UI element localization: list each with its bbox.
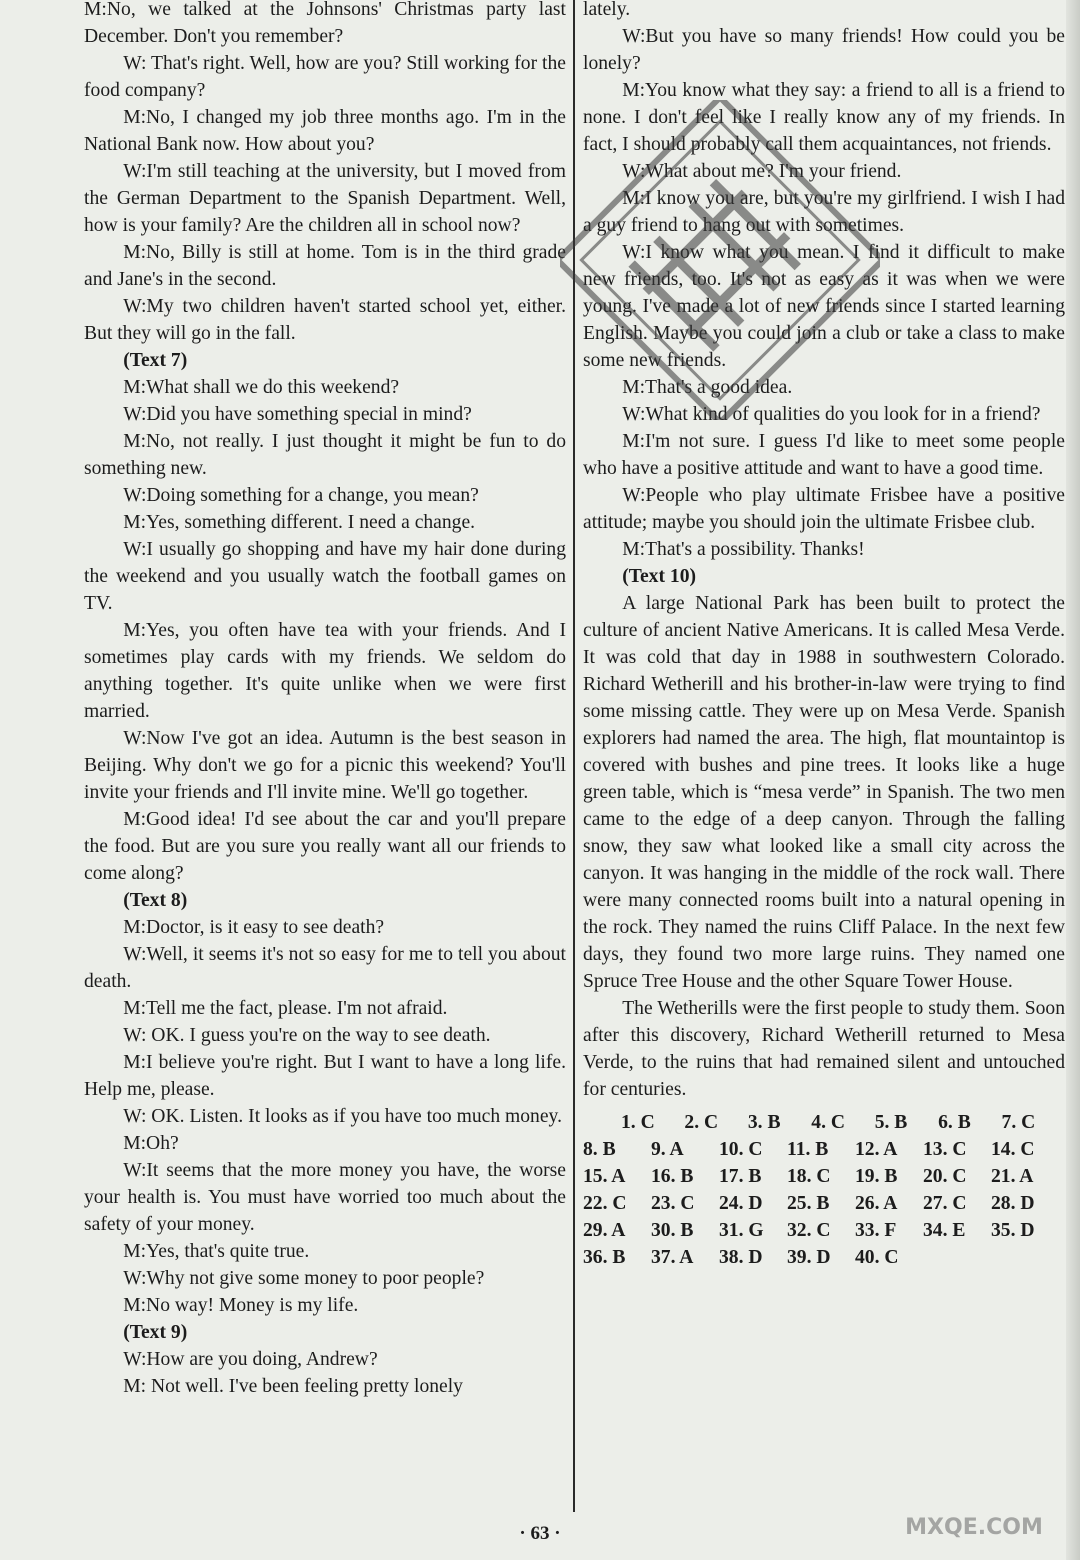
paragraph: W:Did you have something special in mind?: [123, 404, 472, 425]
paragraph: M:That's a good idea.: [622, 377, 793, 398]
answer-item: 21. A: [991, 1166, 1034, 1187]
answer-item: 2. C: [684, 1112, 719, 1133]
paragraph: M:No, I changed my job three months ago. I'm in the National Bank now. How about you?: [84, 107, 566, 155]
watermark-text: MXQE.COM: [905, 1515, 1043, 1540]
answer-item: 39. D: [787, 1247, 831, 1268]
paragraph: M: Not well. I've been feeling pretty lonely: [123, 1376, 463, 1397]
answer-item: 32. C: [787, 1220, 831, 1241]
answer-row: [583, 1244, 1065, 1271]
paragraph: M:Oh?: [123, 1133, 179, 1154]
paragraph: lately.: [583, 0, 631, 20]
paragraph: M:That's a possibility. Thanks!: [622, 539, 865, 560]
paragraph: M:No, we talked at the Johnsons' Christmas party last December. Don't you remember?: [84, 0, 566, 47]
paragraph: W:I usually go shopping and have my hair done during the weekend and you usually watch the football games on TV.: [84, 539, 566, 614]
paragraph: W:I know what you mean. I find it difficult to make new friends, too. It's not as easy as it was when we were young. I've made a lot of new friends since I started learning English. Maybe you could join a club or take a class to make some new friends.: [583, 242, 1065, 371]
answer-item: 14. C: [991, 1139, 1035, 1160]
answer-item: 19. B: [855, 1166, 898, 1187]
paragraph: A large National Park has been built to protect the culture of ancient Native Americans. It is called Mesa Verde. It was cold that day in 1988 in southwestern Colorado. Richard Wetherill and his brother-in-law were trying to find some missing cattle. They were up on Mesa Verde. Spanish explorers had named the area. The high, flat mountaintop is covered with bushes and pine trees. It looks like a huge green table, which is “mesa verde” in Spanish. The two men came to the edge of a deep canyon. Through the falling snow, they saw what looked like a small city across the canyon. It was hanging in the middle of the rock wall. There were many connected rooms built into a natural opening in the rock. They named the ruins Cliff Palace. In the next few days, they found two more large ruins. They named one Spruce Tree House and the other Square Tower House.: [583, 593, 1065, 992]
section-heading: (Text 9): [123, 1322, 188, 1343]
answer-item: 10. C: [719, 1139, 763, 1160]
column-divider: [573, 0, 575, 1512]
answer-item: 11. B: [787, 1139, 829, 1160]
paragraph: M:Good idea! I'd see about the car and you'll prepare the food. But are you sure you really want all our friends to come along?: [84, 809, 566, 884]
left-column: [84, 0, 566, 1400]
answer-item: 3. B: [747, 1112, 781, 1133]
answer-item: 38. D: [719, 1247, 763, 1268]
answer-item: 12. A: [855, 1139, 898, 1160]
answer-item: 37. A: [651, 1247, 694, 1268]
answer-item: 26. A: [855, 1193, 898, 1214]
paragraph: M:Tell me the fact, please. I'm not afraid.: [123, 998, 448, 1019]
answer-item: 30. B: [651, 1220, 694, 1241]
answer-item: 29. A: [583, 1220, 626, 1241]
paragraph: M:Doctor, is it easy to see death?: [123, 917, 385, 938]
answer-row: [583, 1136, 1065, 1163]
paragraph: M:I believe you're right. But I want to have a long life. Help me, please.: [84, 1052, 566, 1100]
answer-item: 34. E: [923, 1220, 966, 1241]
right-column: [583, 0, 1065, 1271]
answer-item: 25. B: [787, 1193, 830, 1214]
paragraph: The Wetherills were the first people to study them. Soon after this discovery, Richard Wetherill returned to Mesa Verde, to the ruins that had remained silent and untouched for centuries.: [583, 998, 1065, 1100]
section-heading: (Text 8): [123, 890, 188, 911]
answer-row: [583, 1109, 1065, 1136]
paragraph: W:But you have so many friends! How could you be lonely?: [583, 26, 1065, 74]
answer-item: 23. C: [651, 1193, 695, 1214]
paragraph: W:My two children haven't started school yet, either. But they will go in the fall.: [84, 296, 566, 344]
answer-item: 35. D: [991, 1220, 1035, 1241]
paragraph: M:No, Billy is still at home. Tom is in the third grade and Jane's in the second.: [84, 242, 566, 290]
answer-item: 40. C: [855, 1247, 899, 1268]
answer-item: 9. A: [651, 1139, 684, 1160]
paragraph: M:Yes, that's quite true.: [123, 1241, 310, 1262]
paragraph: W: That's right. Well, how are you? Still working for the food company?: [84, 53, 566, 101]
answer-item: 18. C: [787, 1166, 831, 1187]
answer-item: 8. B: [583, 1139, 616, 1160]
paragraph: W:It seems that the more money you have, the worse your health is. You must have worried too much about the safety of your money.: [84, 1160, 566, 1235]
answer-item: 36. B: [583, 1247, 626, 1268]
answer-item: 16. B: [651, 1166, 694, 1187]
page-edge-shadow: [1066, 0, 1080, 1560]
paragraph: M:Yes, something different. I need a change.: [123, 512, 476, 533]
paragraph: W:Doing something for a change, you mean?: [123, 485, 479, 506]
answer-item: 33. F: [855, 1220, 897, 1241]
paragraph: M:No way! Money is my life.: [123, 1295, 359, 1316]
paragraph: M:What shall we do this weekend?: [123, 377, 400, 398]
paragraph: W:What kind of qualities do you look for in a friend?: [622, 404, 1041, 425]
answer-item: 5. B: [874, 1112, 908, 1133]
answer-item: 22. C: [583, 1193, 627, 1214]
paragraph: W:How are you doing, Andrew?: [123, 1349, 378, 1370]
paragraph: W: OK. I guess you're on the way to see death.: [123, 1025, 491, 1046]
paragraph: W: OK. Listen. It looks as if you have too much money.: [123, 1106, 562, 1127]
paragraph: W:I'm still teaching at the university, but I moved from the German Department to the Spanish Department. Well, how is your family? Are the children all in school now?: [84, 161, 566, 236]
answer-item: 7. C: [1001, 1112, 1036, 1133]
answer-item: 20. C: [923, 1166, 967, 1187]
answer-item: 15. A: [583, 1166, 626, 1187]
paragraph: W:People who play ultimate Frisbee have a positive attitude; maybe you should join the ultimate Frisbee club.: [583, 485, 1065, 533]
paragraph: M:No, not really. I just thought it might be fun to do something new.: [84, 431, 566, 479]
answer-item: 31. G: [719, 1220, 764, 1241]
answer-key: [583, 1109, 1065, 1271]
page-number: · 63 ·: [519, 1523, 561, 1544]
paragraph: W:Why not give some money to poor people?: [123, 1268, 485, 1289]
paragraph: W:What about me? I'm your friend.: [622, 161, 902, 182]
answer-item: 4. C: [811, 1112, 846, 1133]
answer-item: 1. C: [621, 1112, 655, 1133]
answer-item: 24. D: [719, 1193, 763, 1214]
paragraph: W:Now I've got an idea. Autumn is the best season in Beijing. Why don't we go for a picnic this weekend? You'll invite your friends and I'll invite mine. We'll go together.: [84, 728, 566, 803]
paragraph: M:I'm not sure. I guess I'd like to meet some people who have a positive attitude and want to have a good time.: [583, 431, 1065, 479]
section-heading: (Text 10): [622, 566, 697, 587]
answer-item: 13. C: [923, 1139, 967, 1160]
site-watermark: [874, 1492, 1074, 1552]
paragraph: M:I know you are, but you're my girlfriend. I wish I had a guy friend to hang out with sometimes.: [583, 188, 1065, 236]
answer-item: 28. D: [991, 1193, 1035, 1214]
answer-row: [583, 1163, 1065, 1190]
answer-item: 6. B: [938, 1112, 971, 1133]
paragraph: M:Yes, you often have tea with your friends. And I sometimes play cards with my friends. We seldom do anything together. It's quite unlike when we were first married.: [84, 620, 566, 722]
paragraph: M:You know what they say: a friend to all is a friend to none. I don't feel like I really know any of my friends. In fact, I should probably call them acquaintances, not friends.: [583, 80, 1065, 155]
section-heading: (Text 7): [123, 350, 188, 371]
paragraph: W:Well, it seems it's not so easy for me to tell you about death.: [84, 944, 566, 992]
answer-item: 17. B: [719, 1166, 762, 1187]
answer-row: [583, 1190, 1065, 1217]
answer-item: 27. C: [923, 1193, 967, 1214]
answer-row: [583, 1217, 1065, 1244]
